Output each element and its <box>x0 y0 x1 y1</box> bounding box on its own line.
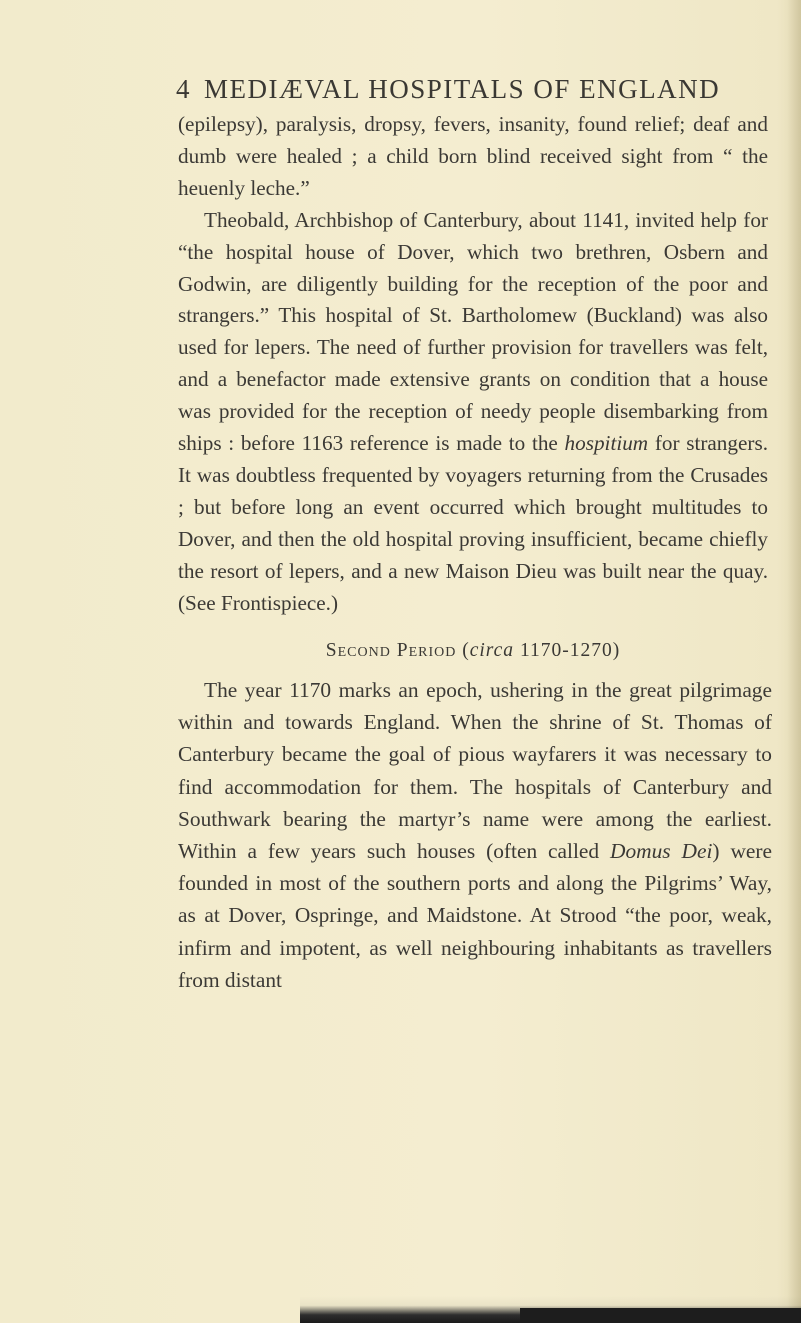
paragraph-1170-part-b: ) were founded in most of the southern ports and along the Pilgrims’ Way, as at Dover, Ospringe, and Maidstone. At Strood “the poor, weak, infirm and impotent, as well neighbouring inhabitants as travellers from distant <box>178 839 773 992</box>
section-heading <box>178 640 768 662</box>
section-heading-circa: circa <box>469 640 515 661</box>
page-edge-shadow <box>787 0 801 1323</box>
paragraph-1170 <box>178 674 772 996</box>
paragraph-continuation: (epilepsy), paralysis, dropsy, fevers, insanity, found relief; deaf and dumb were healed ; a child born blind received sight from “ the heuenly leche.” <box>178 112 768 200</box>
page-number: 4 <box>176 74 191 104</box>
scan-bottom-edge-dark <box>520 1308 801 1323</box>
paragraph-theobald-part-a: Theobald, Archbishop of Canterbury, about 1141, invited help for “the hospital house of Dover, which two brethren, Osbern and Godwin, are diligently building for the reception of the poor and strangers.” This hospital of St. Bartholomew (Buckland) was also used for lepers. The need of further provision for travellers was felt, and a benefactor made extensive grants on condition that a house was provided for the reception of needy people disembarking from ships : before 1163 reference is made to the <box>178 207 768 456</box>
paragraph-theobald <box>178 205 768 620</box>
body-text-top <box>178 109 768 620</box>
running-title: MEDIÆVAL HOSPITALS OF ENGLAND <box>204 74 721 104</box>
paragraph-theobald-part-b: for strangers. It was doubtless frequented by voyagers returning from the Crusades ; but before long an event occurred which brought multitudes to Dover, and then the old hospital proving insufficient, became chiefly the resort of lepers, and a new Maison Dieu was built near the quay. (See Frontispiece.) <box>178 431 768 615</box>
section-heading-label: Second Period <box>325 640 457 661</box>
body-text-bottom <box>178 674 772 996</box>
italic-domus-dei: Domus Dei <box>610 839 713 864</box>
paragraph-1170-part-a: The year 1170 marks an epoch, ushering in the great pilgrimage within and towards England. When the shrine of St. Thomas of Canterbury became the goal of pious wayfarers it was necessary to find accommodation for them. The hospitals of Canterbury and Southwark bearing the martyr’s name were among the earliest. Within a few years such houses (often called <box>178 678 772 864</box>
section-heading-dates: 1170-1270) <box>514 640 621 661</box>
italic-hospitium: hospitium <box>564 431 649 456</box>
running-header <box>176 74 720 105</box>
section-heading-open-paren: ( <box>462 640 470 661</box>
